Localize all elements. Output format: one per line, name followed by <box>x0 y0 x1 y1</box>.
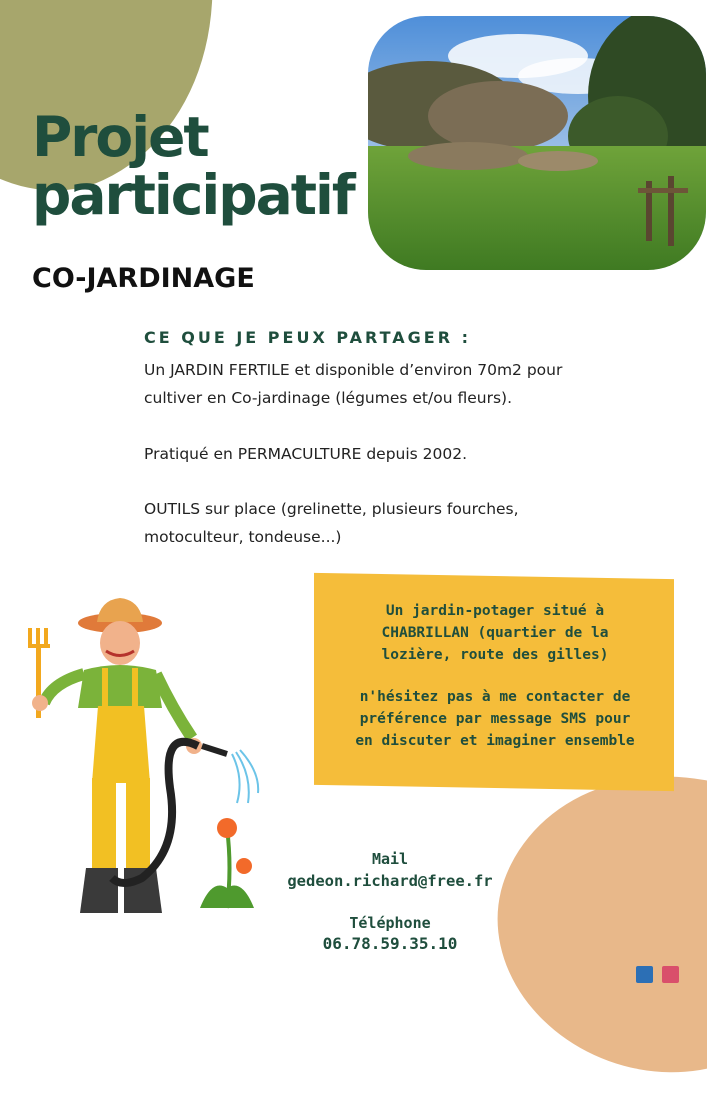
title-line-1: Projet <box>32 105 208 169</box>
info-line-2: CHABRILLAN (quartier de la <box>381 625 609 641</box>
share-section-title: CE QUE JE PEUX PARTAGER : <box>144 328 471 347</box>
info-line-5: préférence par message SMS pour <box>359 711 631 727</box>
phone-value: 06.78.59.35.10 <box>322 934 458 953</box>
partner-logo-icon <box>636 966 653 983</box>
info-line-4: n'hésitez pas à me contacter de <box>359 689 631 705</box>
info-line-1: Un jardin-potager situé à <box>385 603 605 619</box>
page-title <box>32 105 354 227</box>
paragraph-tools: OUTILS sur place (grelinette, plusieurs fourches, motoculteur, tondeuse...) <box>144 500 519 546</box>
info-line-3: lozière, route des gilles) <box>381 647 609 663</box>
title-line-2: participatif <box>32 163 354 227</box>
page-subtitle: CO-JARDINAGE <box>32 263 255 294</box>
gardener-illustration <box>22 588 282 918</box>
mail-value: gedeon.richard@free.fr <box>287 872 493 890</box>
partner-logo-icon <box>662 966 679 983</box>
garden-photo <box>368 16 706 270</box>
phone-label: Téléphone <box>349 914 431 932</box>
mail-label: Mail <box>371 850 409 868</box>
info-line-6: en discuter et imaginer ensemble <box>355 733 635 749</box>
paragraph-garden: Un JARDIN FERTILE et disponible d’environ 70m2 pour cultiver en Co-jardinage (légumes et/ou fleurs). <box>144 361 563 407</box>
paragraph-permaculture: Pratiqué en PERMACULTURE depuis 2002. <box>144 445 468 463</box>
partner-logos <box>636 966 683 985</box>
